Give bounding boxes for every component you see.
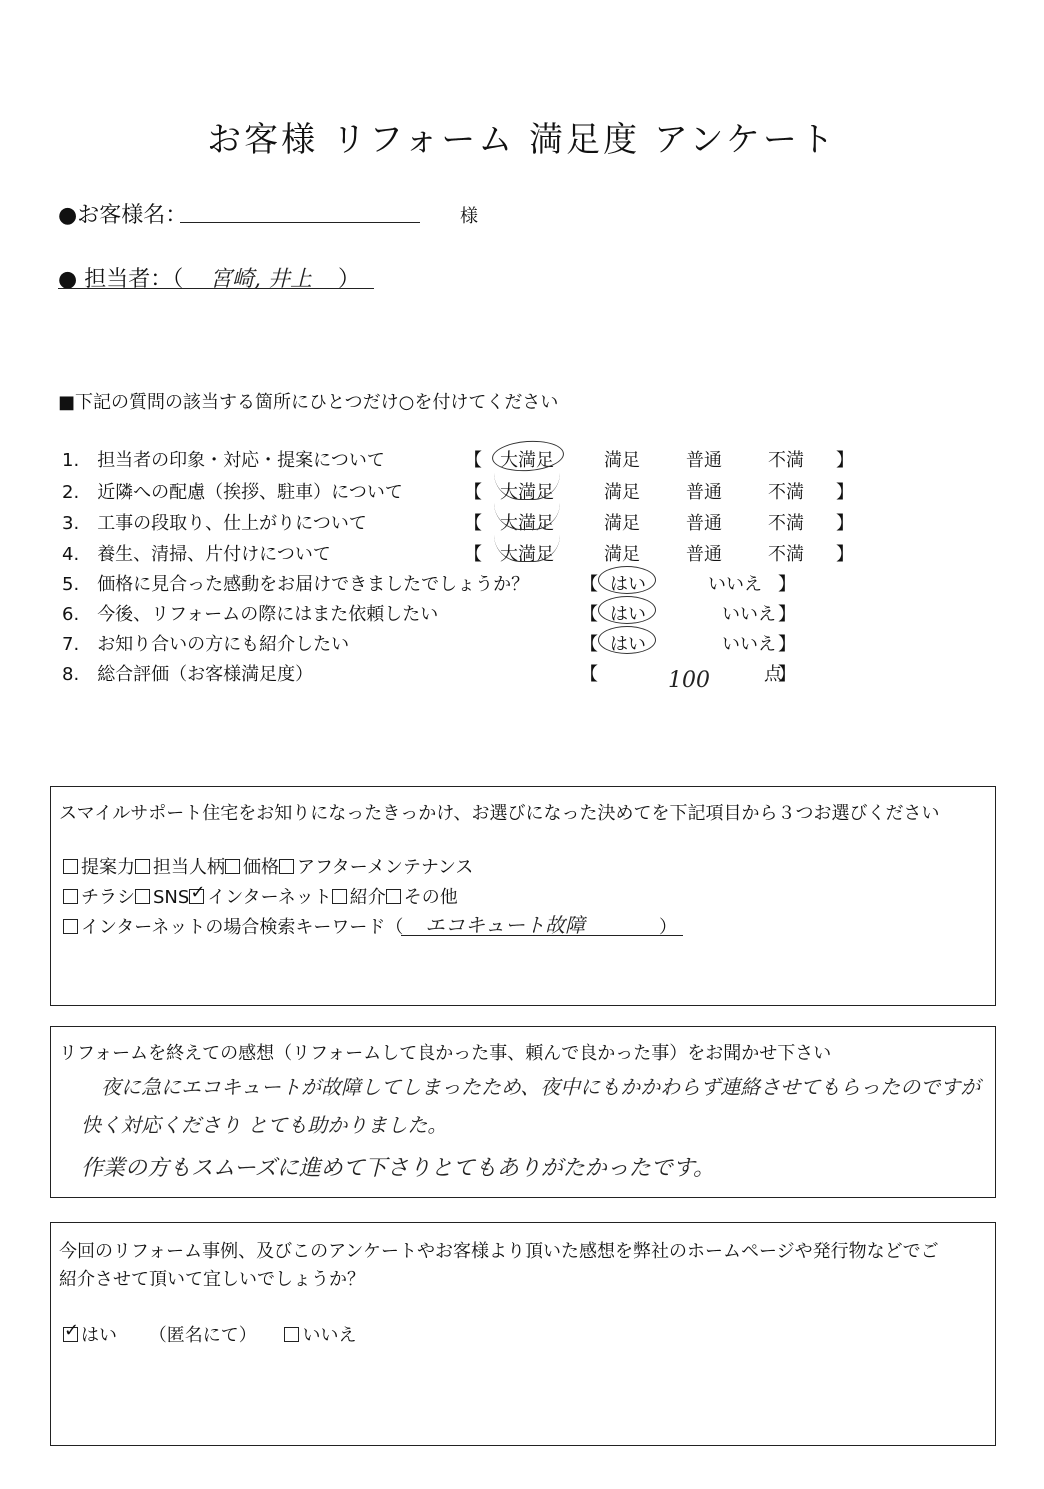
- question-text: 養生、清掃、片付けについて: [97, 544, 331, 565]
- checkbox[interactable]: [332, 889, 347, 904]
- impressions-box: [50, 1026, 996, 1198]
- option-normal[interactable]: 普通: [686, 482, 722, 503]
- bracket-close: 】: [778, 604, 796, 625]
- score-row-8: [580, 660, 796, 693]
- selection-circle: [598, 566, 656, 594]
- rating-row-3: [464, 509, 854, 535]
- option-sns: SNS: [153, 887, 190, 908]
- bracket-close: 】: [778, 634, 796, 655]
- keyword-close: ）: [659, 917, 677, 938]
- question-number: 5.: [62, 574, 80, 595]
- consent-options: [63, 1321, 356, 1347]
- option-unsatisfied[interactable]: 不満: [768, 544, 804, 565]
- bracket-open: 【: [580, 604, 598, 625]
- discovery-prompt: スマイルサポート住宅をお知りになったきっかけ、お選びになった決めてを下記項目から３つお選びください: [59, 803, 940, 824]
- customer-name-field[interactable]: [180, 222, 420, 223]
- option-unsatisfied[interactable]: 不満: [768, 450, 804, 471]
- option-satisfied[interactable]: 満足: [604, 450, 640, 471]
- checkbox-checked[interactable]: [189, 889, 204, 904]
- question-text: 今後、リフォームの際にはまた依頼したい: [97, 604, 439, 625]
- bracket-open: 【: [580, 664, 598, 685]
- option-yes[interactable]: はい: [610, 574, 646, 595]
- score-unit: 点: [764, 664, 782, 685]
- selection-circle: [598, 596, 656, 624]
- bracket-open: 【: [464, 482, 482, 503]
- option-satisfied[interactable]: 満足: [604, 544, 640, 565]
- option-very-satisfied[interactable]: 大満足: [500, 450, 554, 471]
- option-unsatisfied[interactable]: 不満: [768, 482, 804, 503]
- option-normal[interactable]: 普通: [686, 513, 722, 534]
- option-satisfied[interactable]: 満足: [604, 482, 640, 503]
- bracket-open: 【: [580, 574, 598, 595]
- option-proposal: 提案力: [81, 857, 135, 878]
- option-very-satisfied[interactable]: 大満足: [500, 544, 554, 565]
- keyword-row: [63, 913, 403, 939]
- question-number: 6.: [62, 604, 80, 625]
- yesno-row-5: [580, 570, 796, 596]
- rating-row-2: [464, 478, 854, 504]
- question-8: [62, 660, 313, 686]
- staff-label: ● 担当者：（: [58, 267, 184, 292]
- option-flyer: チラシ: [81, 887, 135, 908]
- instruction: ■下記の質問の該当する箇所にひとつだけ○を付けてください: [58, 392, 559, 413]
- checkbox[interactable]: [63, 889, 78, 904]
- checkbox[interactable]: [279, 859, 294, 874]
- option-no[interactable]: いいえ: [708, 574, 762, 595]
- question-text: 工事の段取り、仕上がりについて: [97, 513, 367, 534]
- discovery-row-2: [63, 883, 458, 909]
- bracket-open: 【: [464, 450, 482, 471]
- staff-underline: [58, 288, 374, 289]
- question-number: 8.: [62, 664, 80, 685]
- customer-name-suffix: 様: [460, 206, 478, 227]
- question-number: 1.: [62, 450, 80, 471]
- consent-no-label: いいえ: [302, 1325, 357, 1346]
- option-price: 価格: [243, 857, 279, 878]
- option-after-maintenance: アフターメンテナンス: [297, 857, 474, 878]
- bracket-close: 】: [778, 574, 796, 595]
- keyword-value[interactable]: エコキュート故障: [425, 913, 585, 937]
- checkbox[interactable]: [225, 859, 240, 874]
- bracket-open: 【: [464, 513, 482, 534]
- score-value[interactable]: 100: [668, 668, 710, 693]
- question-1: [62, 446, 385, 472]
- option-very-satisfied[interactable]: 大満足: [500, 482, 554, 503]
- option-unsatisfied[interactable]: 不満: [768, 513, 804, 534]
- keyword-underline: [401, 935, 683, 936]
- staff-value: 宮崎, 井上: [210, 267, 312, 292]
- question-number: 2.: [62, 482, 80, 503]
- question-text: 価格に見合った感動をお届けできましたでしょうか？: [97, 574, 530, 595]
- option-very-satisfied[interactable]: 大満足: [500, 513, 554, 534]
- rating-row-4: [464, 540, 854, 566]
- bracket-close: 】: [778, 664, 796, 685]
- checkbox[interactable]: [63, 919, 78, 934]
- option-no[interactable]: いいえ: [722, 634, 776, 655]
- consent-prompt-line-2: 紹介させて頂いて宜しいでしょうか？: [59, 1269, 365, 1290]
- question-4: [62, 540, 331, 566]
- question-number: 3.: [62, 513, 80, 534]
- yesno-row-6: [580, 600, 796, 626]
- impression-line-3: 作業の方もスムーズに進めて下さりとてもありがたかったです。: [81, 1156, 716, 1181]
- question-6: [62, 600, 438, 626]
- question-3: [62, 509, 367, 535]
- impression-line-2: 快く対応くださり とても助かりました。: [81, 1113, 448, 1137]
- consent-yes-label: はい: [81, 1325, 117, 1346]
- checkbox[interactable]: [135, 859, 150, 874]
- question-5: [62, 570, 529, 596]
- page-title: お客様 リフォーム 満足度 アンケート: [207, 120, 837, 160]
- selection-circle: [598, 626, 656, 654]
- question-2: [62, 478, 403, 504]
- question-text: 総合評価（お客様満足度）: [97, 664, 314, 685]
- bracket-open: 【: [580, 634, 598, 655]
- rating-row-1: [464, 446, 854, 472]
- bracket-close: 】: [836, 544, 854, 565]
- discovery-box: [50, 786, 996, 1006]
- staff-close: ）: [338, 267, 361, 292]
- bracket-close: 】: [836, 482, 854, 503]
- option-normal[interactable]: 普通: [686, 544, 722, 565]
- option-satisfied[interactable]: 満足: [604, 513, 640, 534]
- question-7: [62, 630, 349, 656]
- option-other: その他: [403, 887, 458, 908]
- question-text: 近隣への配慮（挨拶、駐車）について: [97, 482, 403, 503]
- impression-line-1: 夜に急にエコキュートが故障してしまったため、夜中にもかかわらず連絡させてもらったのですが: [101, 1075, 981, 1099]
- checkbox[interactable]: [386, 889, 401, 904]
- option-normal[interactable]: 普通: [686, 450, 722, 471]
- question-number: 7.: [62, 634, 80, 655]
- question-number: 4.: [62, 544, 80, 565]
- option-internet: インターネット: [207, 887, 332, 908]
- yesno-row-7: [580, 630, 796, 656]
- checkbox-yes-checked[interactable]: [63, 1327, 78, 1342]
- consent-anonymous-note: （匿名にて）: [148, 1325, 257, 1346]
- bracket-close: 】: [836, 450, 854, 471]
- option-staff-personality: 担当人柄: [153, 857, 225, 878]
- customer-name-label: ●お客様名：: [58, 203, 188, 228]
- option-yes[interactable]: はい: [610, 604, 646, 625]
- checkbox[interactable]: [63, 859, 78, 874]
- consent-prompt-line-1: 今回のリフォーム事例、及びこのアンケートやお客様より頂いた感想を弊社のホームページや発行物などでご: [59, 1241, 939, 1262]
- bracket-close: 】: [836, 513, 854, 534]
- keyword-label: インターネットの場合検索キーワード（: [81, 917, 404, 938]
- impressions-prompt: リフォームを終えての感想（リフォームして良かった事、頼んで良かった事）をお聞かせ下さい: [59, 1043, 832, 1064]
- option-yes[interactable]: はい: [610, 634, 646, 655]
- bracket-open: 【: [464, 544, 482, 565]
- option-referral: 紹介: [349, 887, 386, 908]
- checkbox[interactable]: [135, 889, 150, 904]
- checkbox-no[interactable]: [284, 1327, 299, 1342]
- question-text: 担当者の印象・対応・提案について: [97, 450, 385, 471]
- question-text: お知り合いの方にも紹介したい: [97, 634, 350, 655]
- discovery-row-1: [63, 853, 473, 879]
- option-no[interactable]: いいえ: [722, 604, 776, 625]
- consent-box: [50, 1222, 996, 1446]
